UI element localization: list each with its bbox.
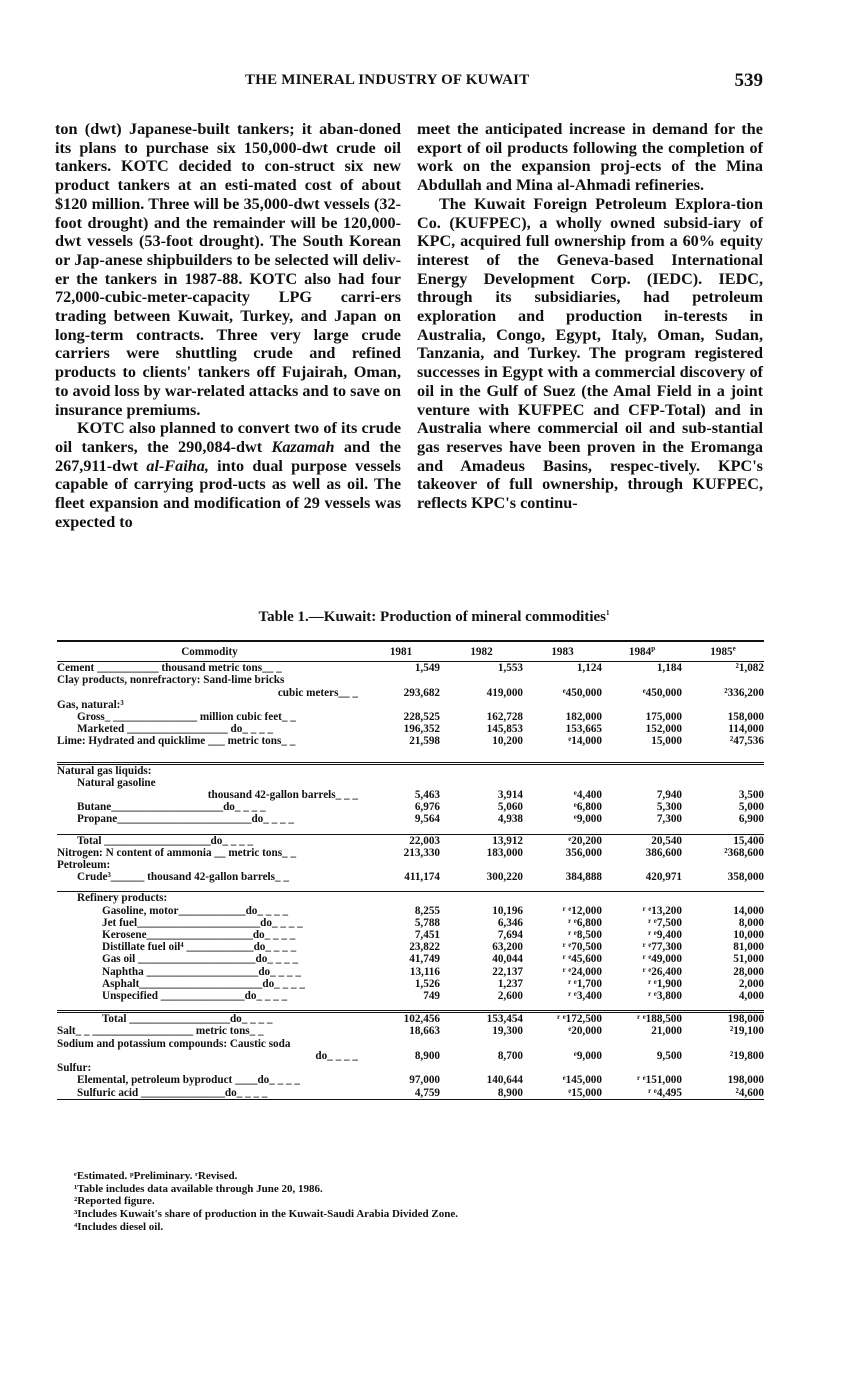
value-cell: 749 [423,990,440,1003]
table-row [57,1025,764,1037]
value-cell [682,1062,764,1074]
value-cell: ²368,600 [724,846,764,859]
commodity-cell: thousand 42-gallon barrels_ _ _ [207,789,358,802]
value-cell: 356,000 [565,846,602,859]
value-cell: ᵉ4,400 [573,789,602,802]
value-cell [362,892,440,905]
value-cell: ʳ ᵉ3,400 [568,990,602,1003]
commodity-cell: Refinery products: [57,892,362,905]
value-cell: 114,000 [728,723,764,736]
value-cell: 21,598 [409,735,440,748]
value-cell: ᵉ20,000 [568,1025,602,1038]
table-separator [57,826,764,835]
value-cell [523,777,602,789]
left-column [55,120,401,531]
value-cell: 196,352 [403,723,440,736]
value-cell: ²4,600 [682,1087,764,1100]
commodity-cell: Sulfur: [57,1062,92,1075]
value-cell: 213,330 [403,846,440,859]
value-cell: ʳ ᵉ1,700 [568,977,602,990]
value-cell [682,763,764,777]
value-cell: ᵉ6,800 [573,801,602,814]
value-cell: 19,300 [492,1025,523,1038]
value-cell: 15,000 [651,735,682,748]
value-cell: 153,454 [440,1012,523,1026]
value-cell [362,699,440,711]
value-cell [523,699,602,711]
commodity-cell: Salt_ _ __________________ metric tons_ _ [57,1025,264,1038]
value-cell: 5,300 [656,801,682,814]
table-row [57,777,764,789]
value-cell [440,777,523,789]
value-cell: ᵉ450,000 [562,686,602,699]
value-cell: ᵉ20,200 [523,834,602,847]
value-cell [523,892,602,905]
commodity-cell: Lime: Hydrated and quicklime ___ metric tons_ _ [57,735,296,748]
value-cell [682,699,764,711]
value-cell: 419,000 [486,686,523,699]
value-cell: 153,665 [565,723,602,736]
footnote: ᵉEstimated. ᵖPreliminary. ʳRevised. [74,1170,238,1182]
value-cell [523,1038,602,1050]
value-cell [523,859,602,871]
production-table [57,640,764,1100]
value-cell: 7,694 [497,929,523,942]
value-cell: ᵉ15,000 [523,1087,602,1100]
page-number: 539 [734,70,763,91]
table-row [57,847,764,859]
commodity-cell: Gas oil _____________________do_ _ _ _ [102,953,299,966]
table-row [57,917,764,929]
commodity-cell: Kerosene___________________do_ _ _ _ [102,929,296,942]
page-header [0,70,868,94]
table-row [57,905,764,917]
running-head: THE MINERAL INDUSTRY OF KUWAIT [245,72,530,88]
value-cell: 300,220 [486,871,523,884]
table-title: Table 1.—Kuwait: Production of mineral commodities$^1$ [258,609,610,625]
value-cell: 8,255 [414,904,440,917]
table-row [57,699,764,711]
value-cell: 293,682 [403,686,440,699]
value-cell: 13,912 [440,834,523,847]
table-row [57,953,764,965]
value-cell [602,859,682,871]
commodity-cell: Total ___________________do_ _ _ _ [57,834,362,847]
table-row [57,763,764,777]
left-paragraph-1: ton (dwt) Japanese-built tankers; it aban-doned its plans to purchase six 150,000-dwt crude oil tankers. KOTC decided to con-struct six new product tankers at an esti-mated cost of about $120 million. Three will be 35,000-dwt vessels (32-foot drought) and the remainder will be 120,000-dwt vessels (53-foot drought). The South Korean or Jap-anese shipbuilders to be selected will deliv-er the tankers in 1987-88. KOTC also had four 72,000-cubic-meter-capacity LPG carri-ers trading between Kuwait, Turkey, and Japan on long-term contracts. Three very large crude carriers were shuttling crude and refined products to clients' tankers off Fujairah, Oman, to avoid loss by war-related attacks and to save on insurance premiums. [55,120,401,419]
value-cell [602,763,682,777]
value-cell: ʳ ᵉ26,400 [642,965,682,978]
value-cell [362,763,440,777]
commodity-cell: Sulfuric acid _______________do_ _ _ _ [57,1087,362,1100]
value-cell [602,699,682,711]
value-cell: 18,663 [409,1025,440,1038]
value-cell [440,699,523,711]
value-cell: ʳ ᵉ70,500 [562,941,602,954]
value-cell: 23,822 [409,941,440,954]
value-cell: 6,900 [738,813,764,826]
value-cell: 5,463 [414,789,440,802]
value-cell: ²47,536 [729,735,764,748]
value-cell: 40,044 [492,953,523,966]
table-row [57,1062,764,1074]
column-header: 1983 [523,641,602,662]
right-paragraph-1: meet the anticipated increase in demand for the export of oil products following the completion of work on the expansion proj-ects of the Mina Abdullah and Mina al-Ahmadi refineries. [417,120,763,195]
table-row [57,1074,764,1086]
table-row [57,871,764,883]
value-cell: 102,456 [362,1012,440,1026]
value-cell: ʳ ᵉ77,300 [642,941,682,954]
value-cell [682,1038,764,1050]
table-row [57,929,764,941]
value-cell [362,1062,440,1074]
value-cell [602,892,682,905]
value-cell: 1,124 [576,662,602,675]
table-header-row [57,641,764,662]
commodity-cell: Asphalt______________________do_ _ _ _ [102,977,305,990]
value-cell: 20,540 [602,834,682,847]
value-cell [440,892,523,905]
commodity-cell: Sodium and potassium compounds: Caustic soda [57,1037,291,1050]
value-cell: 6,346 [497,916,523,929]
value-cell [362,1038,440,1050]
value-cell: 5,000 [738,801,764,814]
value-cell: 1,553 [497,662,523,675]
commodity-cell: Crude³______ thousand 42-gallon barrels_ _ [77,871,290,884]
value-cell: 8,900 [440,1087,523,1100]
commodity-cell: Elemental, petroleum byproduct ____do_ _ _ _ [77,1074,301,1087]
table-row [57,941,764,953]
commodity-cell: Natural gasoline [77,776,156,789]
value-cell: ʳ ᵉ12,000 [562,904,602,917]
table-row [57,735,764,747]
value-cell: 22,137 [492,965,523,978]
value-cell: 3,500 [738,789,764,802]
footnotes [74,1170,458,1234]
value-cell [602,674,682,686]
commodity-cell: Propane________________________do_ _ _ _ [77,813,295,826]
footnote: ¹Table includes data available through June 20, 1986. [74,1182,323,1195]
table-row [57,1012,764,1026]
column-header: 1984$^p$ [602,641,682,662]
commodity-cell: Butane____________________do_ _ _ _ [77,801,266,814]
value-cell: ʳ ᵉ24,000 [562,965,602,978]
value-cell: 8,900 [414,1049,440,1062]
value-cell: 158,000 [727,711,764,724]
value-cell: 7,300 [656,813,682,826]
value-cell [682,674,764,686]
value-cell: ʳ ᵉ9,400 [648,929,682,942]
value-cell: ʳ ᵉ6,800 [568,916,602,929]
value-cell: 182,000 [565,711,602,724]
column-header: 1985e [682,641,764,662]
commodity-cell: Naphtha ____________________do_ _ _ _ [102,965,301,978]
value-cell [440,763,523,777]
value-cell: ᵉ9,000 [573,1049,602,1062]
table-row [57,662,764,675]
value-cell: 152,000 [645,723,682,736]
footnote: ³Includes Kuwait's share of production in the Kuwait-Saudi Arabia Divided Zone. [74,1208,458,1221]
table-row [57,674,764,686]
value-cell: 21,000 [651,1025,682,1038]
value-cell: ʳ ᵉ172,500 [523,1012,602,1026]
value-cell: 8,000 [738,916,764,929]
value-cell: 13,116 [409,965,440,978]
value-cell [602,1062,682,1074]
value-cell: 7,451 [414,929,440,942]
value-cell: ²19,800 [729,1049,764,1062]
value-cell: ²1,082 [735,662,764,675]
left-paragraph-2: KOTC also planned to convert two of its crude oil tankers, the 290,084-dwt Kazamah and the 267,911-dwt al-Faiha, into dual purpose vessels capable of carrying prod-ucts as well as oil. The fleet expansion and modification of 29 vessels was expected to [55,419,401,531]
table-row [57,990,764,1002]
value-cell: 183,000 [486,846,523,859]
value-cell [523,674,602,686]
value-cell: ʳ ᵉ1,900 [648,977,682,990]
commodity-cell: Gross_ _______________ million cubic feet_ _ [77,711,296,724]
table-row [57,801,764,813]
value-cell [602,777,682,789]
value-cell: 14,000 [733,904,764,917]
value-cell [523,1062,602,1074]
commodity-cell: Gasoline, motor____________do_ _ _ _ [102,904,289,917]
value-cell [682,859,764,871]
commodity-cell: Gas, natural:³ [57,698,124,711]
right-column [417,120,763,513]
value-cell [362,777,440,789]
table-row [57,1038,764,1050]
value-cell [440,1062,523,1074]
value-cell: ᵉ9,000 [573,813,602,826]
value-cell: 145,853 [486,723,523,736]
table-row [57,711,764,723]
commodity-cell: do_ _ _ _ [315,1049,358,1062]
value-cell: 420,971 [645,871,682,884]
value-cell: 15,400 [682,834,764,847]
value-cell: ²336,200 [724,686,764,699]
value-cell: 63,200 [492,941,523,954]
value-cell: 81,000 [733,941,764,954]
value-cell: 8,700 [497,1049,523,1062]
table-separator [57,883,764,892]
value-cell: 175,000 [645,711,682,724]
value-cell: 4,000 [738,990,764,1003]
value-cell: 1,549 [414,662,440,675]
value-cell: 10,196 [492,904,523,917]
value-cell: 5,060 [497,801,523,814]
value-cell: ʳ ᵉ13,200 [642,904,682,917]
table-row [57,789,764,801]
value-cell [523,763,602,777]
commodity-cell: Petroleum: [57,859,111,872]
table-row [57,1050,764,1062]
value-cell [362,674,440,686]
value-cell: 162,728 [486,711,523,724]
table-row [57,978,764,990]
value-cell: 1,184 [656,662,682,675]
value-cell: 386,600 [645,846,682,859]
table-row [57,859,764,871]
commodity-cell: Jet fuel______________________do_ _ _ _ [102,916,303,929]
value-cell: 5,788 [414,916,440,929]
table-row [57,1087,764,1100]
value-cell: 140,644 [486,1074,523,1087]
value-cell: ʳ ᵉ8,500 [568,929,602,942]
table-separator [57,1002,764,1012]
commodity-cell: cubic meters__ _ [277,686,358,699]
value-cell: ʳ ᵉ188,500 [602,1012,682,1026]
value-cell: ᵉ450,000 [642,686,682,699]
value-cell [682,777,764,789]
value-cell: 1,526 [414,977,440,990]
value-cell: ᵉ145,000 [562,1074,602,1087]
value-cell: 6,976 [414,801,440,814]
value-cell: 228,525 [403,711,440,724]
table-separator [57,748,764,764]
value-cell: ʳ ᵉ4,495 [602,1087,682,1100]
value-cell [440,1038,523,1050]
value-cell: ʳ ᵉ7,500 [648,916,682,929]
value-cell: 9,500 [656,1049,682,1062]
column-header: Commodity [57,641,362,662]
value-cell: 51,000 [733,953,764,966]
value-cell: 198,000 [682,1012,764,1026]
value-cell: 198,000 [727,1074,764,1087]
value-cell: 384,888 [565,871,602,884]
right-paragraph-2: The Kuwait Foreign Petroleum Explora-tion Co. (KUFPEC), a wholly owned subsid-iary of KPC, acquired full ownership from a 60% equity interest of the Geneva-based International Energy Development Corp. (IEDC). IEDC, through its subsidiaries, had petroleum exploration and production in-terests in Australia, Congo, Egypt, Italy, Oman, Sudan, Tanzania, and Turkey. The program registered successes in Egypt with a commercial discovery of oil in the Gulf of Suez (the Amal Field in a joint venture with KUFPEC and CFP-Total) and in Australia where commercial oil and sub-stantial gas reserves have been proven in the Eromanga and Amadeus Basins, respec-tively. KPC's takeover of full ownership, through KUFPEC, reflects KPC's continu- [417,194,763,513]
value-cell [362,859,440,871]
value-cell: 22,003 [362,834,440,847]
value-cell: ᵉ14,000 [568,735,602,748]
column-header: 1981 [362,641,440,662]
column-header: 1982 [440,641,523,662]
value-cell: ʳ ᵉ3,800 [648,990,682,1003]
value-cell: 2,600 [497,990,523,1003]
value-cell: 97,000 [409,1074,440,1087]
value-cell [440,859,523,871]
value-cell: 10,000 [733,929,764,942]
table-row [57,966,764,978]
commodity-cell: Cement ___________ thousand metric tons__ _ [57,662,282,675]
commodity-cell: Distillate fuel oil⁴ ____________do_ _ _ _ [102,941,297,954]
commodity-cell: Clay products, nonrefractory: Sand-lime bricks [57,674,285,687]
value-cell: 10,200 [492,735,523,748]
table-row [57,723,764,735]
value-cell: 358,000 [727,871,764,884]
value-cell: 4,759 [362,1087,440,1100]
value-cell: ʳ ᵉ49,000 [642,953,682,966]
value-cell [440,674,523,686]
table-row [57,892,764,905]
value-cell: 2,000 [738,977,764,990]
commodity-cell: Unspecified _______________do_ _ _ _ [102,990,288,1003]
value-cell: 4,938 [497,813,523,826]
value-cell: 1,237 [497,977,523,990]
value-cell: 9,564 [414,813,440,826]
value-cell: 7,940 [656,789,682,802]
commodity-cell: Total __________________do_ _ _ _ [57,1012,362,1026]
table-row [57,834,764,847]
value-cell: 3,914 [497,789,523,802]
commodity-cell: Marketed __________________ do_ _ _ _ [77,723,274,736]
value-cell: ʳ ᵉ45,600 [562,953,602,966]
value-cell: 28,000 [733,965,764,978]
footnote: ⁴Includes diesel oil. [74,1220,164,1233]
value-cell: ʳ ᵉ151,000 [637,1074,682,1087]
footnote: ²Reported figure. [74,1195,155,1208]
commodity-cell: Natural gas liquids: [57,763,362,777]
value-cell: 41,749 [409,953,440,966]
value-cell [602,1038,682,1050]
table-row [57,813,764,825]
value-cell: 411,174 [404,871,440,884]
table-row [57,687,764,699]
value-cell [682,892,764,905]
value-cell: ²19,100 [729,1025,764,1038]
commodity-cell: Nitrogen: N content of ammonia __ metric tons_ _ [57,846,297,859]
